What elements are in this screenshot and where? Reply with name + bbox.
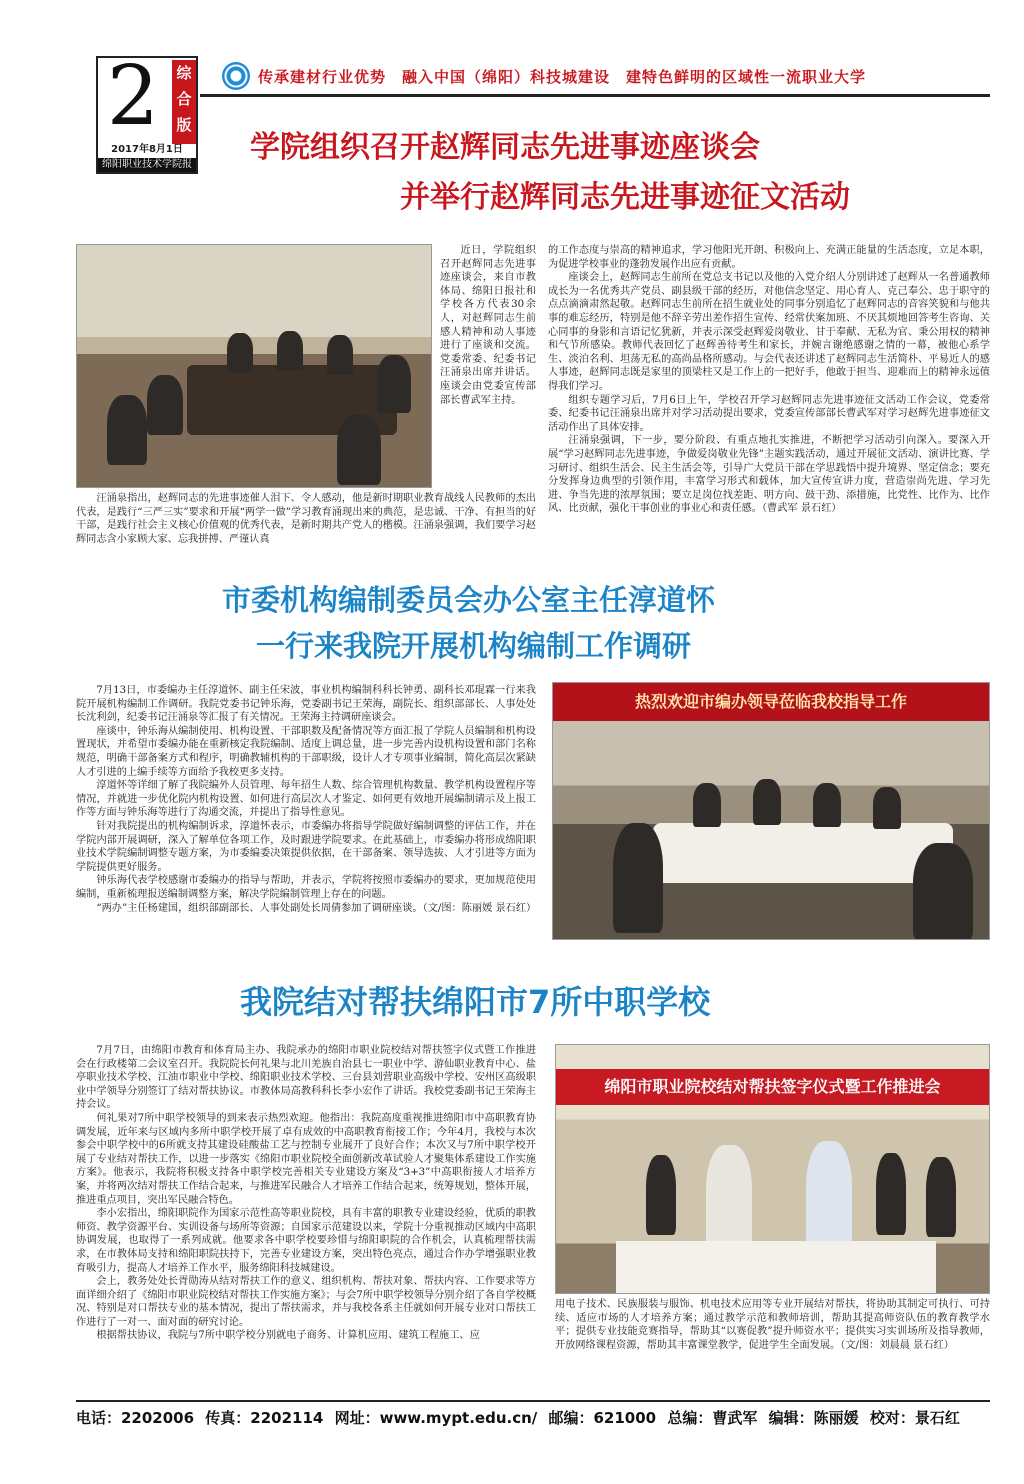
article1-paragraph: 的工作态度与崇高的精神追求，学习他阳光开朗、积极向上、充满正能量的生活态度，立足本职，为促进学校事业的蓬勃发展作出应有贡献。 <box>548 245 990 270</box>
article3-paragraph: 何礼果对7所中职学校领导的到来表示热烈欢迎。他指出：我院高度重视推进绵阳市中高职教育协调发展，近年来与区域内多所中职学校开展了卓有成效的中高职教育衔接工作；今年4月，我校与本次参会中职学校中的6所就支持其建设硅酸盐工艺与控制专业展开了良好合作；本次又与7所中职学校开展了专业结对帮扶工作，以进一步落实《绵阳市职业院校全面创新改革试验人才聚集体系建设工作实施方案》。他表示，我院将积极支持各中职学校完善相关专业建设方案及“3+3”中高职衔接人才培养方案，并将两次结对帮扶工作结合起来，与推进军民融合人才培养工作结合起来，统筹规划，整体开展，推进重点项目，突出军民融合特色。 <box>76 1112 536 1206</box>
article2-paragraph: 淳道怀等详细了解了我院编外人员管理、每年招生人数、综合管理机构数量、教学机构设置程序等情况，并就进一步优化院内机构设置、如何进行高层次人才鉴定、如何更有效地开展编制请示及上报工作等方面与钟乐海等进行了沟通交流，并提出了指导性意见。 <box>76 780 536 819</box>
section-label <box>172 60 196 144</box>
article2-paragraph: “两办”主任杨建国，组织部副部长、人事处副处长周倩参加了调研座谈。（文/图：陈丽媛 景石红） <box>96 902 536 914</box>
article3-text-column <box>76 1044 536 1394</box>
section-char: 版 <box>176 116 192 134</box>
footer-editor: 编辑：陈丽媛 <box>768 1409 859 1427</box>
article1-photo <box>76 244 432 488</box>
footer <box>76 1404 990 1432</box>
article3-right-column <box>555 1298 990 1394</box>
masthead-slogan: 传承建材行业优势 融入中国（绵阳）科技城建设 建特色鲜明的区域性一流职业大学 <box>258 68 867 86</box>
paper-name: 绵阳职业技术学院报 <box>98 158 196 172</box>
article3-headline: 我院结对帮扶绵阳市7所中职学校 <box>240 983 711 1021</box>
page-number: 2 <box>106 49 160 144</box>
article1-side-text: 近日，学院组织召开赵辉同志先进事迹座谈会，来自市教体局、绵阳日报社和学校各方代表30余人，对赵辉同志生前感人精神和动人事迹进行了座谈和交流。党委常委、纪委书记汪涌泉出席并讲话。座谈会由党委宣传部部长曹武军主持。 <box>440 245 536 406</box>
article3-right-text: 用电子技术、民族服装与服饰、机电技术应用等专业开展结对帮扶，将协助其制定可执行、可持续、适应市场的人才培养方案；通过教学示范和教师培训，帮助其提高师资队伍的教育教学水平；提供专业技能竞赛指导，帮助其“以赛促教”提升师资水平；提供实习实训场所及指导教师，开放网络课程资源，帮助其丰富课堂教学，促进学生全面发展。（文/图：刘晨晨 景石红） <box>555 1299 990 1351</box>
footer-website: 网址：www.mypt.edu.cn/ <box>334 1409 538 1427</box>
article3-paragraph: 7月7日，由绵阳市教育和体育局主办、我院承办的绵阳市职业院校结对帮扶签字仪式暨工作推进会在行政楼第二会议室召开。我院院长何礼果与北川羌族自治县七一职业中学、游仙职业教育中心、盐亭职业技术学校、江油市职业中学校、绵阳职业技术学校、三台县刘营职业高级中学校、安州区高级职业中学领导分别签订了结对帮扶协议。市教体局高教科科长李小宏作了讲话。我校党委副书记王荣海主持会议。 <box>76 1045 536 1111</box>
article3-photo-banner: 绵阳市职业院校结对帮扶签字仪式暨工作推进会 <box>556 1069 989 1105</box>
footer-phone: 电话：2202006 <box>76 1409 195 1427</box>
masthead-rule <box>200 94 990 97</box>
article1-right-column <box>548 244 990 544</box>
section-char: 合 <box>176 90 192 108</box>
article3-photo <box>555 1044 990 1294</box>
article1-below-photo-text-block <box>76 492 536 548</box>
article1-headline-line1: 学院组织召开赵辉同志先进事迹座谈会 <box>250 130 760 165</box>
footer-fax: 传真：2202114 <box>205 1409 324 1427</box>
footer-rule <box>76 1400 990 1402</box>
article3-paragraph: 根据帮扶协议，我院与7所中职学校分别就电子商务、计算机应用、建筑工程施工、应 <box>96 1330 480 1342</box>
article1-side-column <box>440 244 536 490</box>
issue-date: 2017年8月1日 <box>111 144 183 155</box>
article2-headline-line1: 市委机构编制委员会办公室主任淳道怀 <box>222 583 716 617</box>
article2-paragraph: 7月13日，市委编办主任淳道怀、副主任宋波，事业机构编制科科长钟勇、副科长邓琨霖一行来我院开展机构编制工作调研。我院党委书记钟乐海，党委副书记王荣海，副院长、组织部部长、人事处处长沈利剑，纪委书记汪涌泉等汇报了有关情况。王荣海主持调研座谈会。 <box>76 685 536 724</box>
footer-postcode: 邮编：621000 <box>548 1409 657 1427</box>
footer-proofreader: 校对：景石红 <box>869 1409 960 1427</box>
article2-paragraph: 针对我院提出的机构编制诉求，淳道怀表示，市委编办将指导学院做好编制调整的评估工作，并在学院内部开展调研，深入了解单位各项工作，及时跟进学院要求。在此基础上，市委编办将形成绵阳职业技术学院编制调整专题方案，为市委编委决策提供依据，在干部备案、领导选拔、人才引进等方面为学院提供更好服务。 <box>76 820 536 873</box>
article2-photo-banner: 热烈欢迎市编办领导莅临我校指导工作 <box>553 683 989 721</box>
footer-chief-editor: 总编：曹武军 <box>667 1409 758 1427</box>
article2-paragraph: 钟乐海代表学校感谢市委编办的指导与帮助，并表示，学院将按照市委编办的要求，更加规范使用编制，重新梳理报送编制调整方案，解决学院编制管理上存在的问题。 <box>76 875 536 900</box>
article2-paragraph: 座谈中，钟乐海从编制使用、机构设置、干部职数及配备情况等方面汇报了学院人员编制和机构设置现状，并希望市委编办能在重新核定我院编制、适度上调总量，进一步完善内设机构设置和部门名称规范，明确干部备案方式和程序，明确教辅机构的干部职级，设计人才专项事业编制，简化高层次紧缺人才引进的上编手续等方面给予我校更多支持。 <box>76 725 536 778</box>
article1-below-photo-text: 汪涌泉指出，赵辉同志的先进事迹催人泪下、令人感动，他是新时期职业教育战线人民教师的杰出代表，是践行“三严三实”要求和开展“两学一做”学习教育涌现出来的典范，是忠诚、干净、有担当的好干部，是践行社会主义核心价值观的优秀代表，是新时期共产党人的楷模。汪涌泉强调，我们要学习赵辉同志含小家顾大家、忘我拼搏、严谨认真 <box>76 493 536 545</box>
article1-paragraph: 座谈会上，赵辉同志生前所在党总支书记以及他的入党介绍人分别讲述了赵辉从一名普通教师成长为一名优秀共产党员、副县级干部的经历，对他信念坚定、用心育人、克己奉公、忠于职守的点点滴滴肃然起敬。赵辉同志生前所在招生就业处的同事分别追忆了赵辉同志的音容笑貌和与他共事的难忘经历，特别是他不辞辛劳出差作招生宣传、经常伏案加班、不厌其烦地回答考生咨询、关心同事的身影和言语记忆犹新，并表示深受赵辉爱岗敬业、甘于奉献、无私为官、秉公用权的精神和气节所感染。教师代表回忆了赵辉善待考生和家长，并婉言谢绝感谢之情的一幕，被他心系学生、淡泊名利、坦荡无私的高尚品格所感动。与会代表还讲述了赵辉同志生活简朴、平易近人的感人事迹，赵辉同志既是家里的顶梁柱又是工作上的一把好手，他敢于担当、迎难而上的精神永远值得我们学习。 <box>548 272 990 392</box>
section-char: 综 <box>176 64 192 82</box>
article1-headline-line2: 并举行赵辉同志先进事迹征文活动 <box>400 180 850 215</box>
article2-headline-line2: 一行来我院开展机构编制工作调研 <box>256 629 692 663</box>
article3-paragraph: 会上，教务处处长胥勋涛从结对帮扶工作的意义、组织机构、帮扶对象、帮扶内容、工作要求等方面详细介绍了《绵阳市职业院校结对帮扶工作实施方案》；与会7所中职学校领导分别介绍了各自学校概况、特别是对口帮扶专业的基本情况，提出了帮扶需求，并与我校各系主任就如何开展专业对口帮扶工作进行了一对一、面对面的研究讨论。 <box>76 1276 536 1328</box>
college-logo-icon <box>222 62 250 90</box>
article1-paragraph: 汪涌泉强调，下一步，要分阶段、有重点地扎实推进，不断把学习活动引向深入。要深入开展“学习赵辉同志先进事迹，争做爱岗敬业先锋”主题实践活动，通过开展征文活动、演讲比赛、学习研讨、组织生活会、民主生活会等，引导广大党员干部在学思践悟中提升境界、坚定信念；要充分发挥身边典型的引领作用，丰富学习形式和载体，加大宣传宣讲力度，营造崇尚先进、学习先进、争当先进的浓厚氛围；要立足岗位找差距、明方向、鼓干劲、添措施，比党性、比作为、比作风、比贡献，强化干事创业的事业心和责任感。（曹武军 景石红） <box>548 435 990 515</box>
article1-paragraph: 组织专题学习后，7月6日上午，学校召开学习赵辉同志先进事迹征文活动工作会议，党委常委、纪委书记汪涌泉出席并对学习活动提出要求，党委宣传部部长曹武军对学习赵辉先进事迹征文活动作出了具体安排。 <box>548 394 990 433</box>
article2-text-column <box>76 684 536 946</box>
article2-photo <box>552 682 990 940</box>
article3-paragraph: 李小宏指出，绵阳职院作为国家示范性高等职业院校，具有丰富的职教专业建设经验，优质的职教师资、教学资源平台、实训设备与场所等资源；自国家示范建设以来，学院十分重视推动区域内中高职协调发展，也取得了一系列成就。他要求各中职学校要珍惜与绵阳职院的合作机会，认真梳理帮扶需求，在市教体局支持和绵阳职院扶持下，完善专业建设方案，突出特色亮点，通过合作办学增强职业教育吸引力，提高人才培养工作水平，服务绵阳科技城建设。 <box>76 1208 536 1274</box>
